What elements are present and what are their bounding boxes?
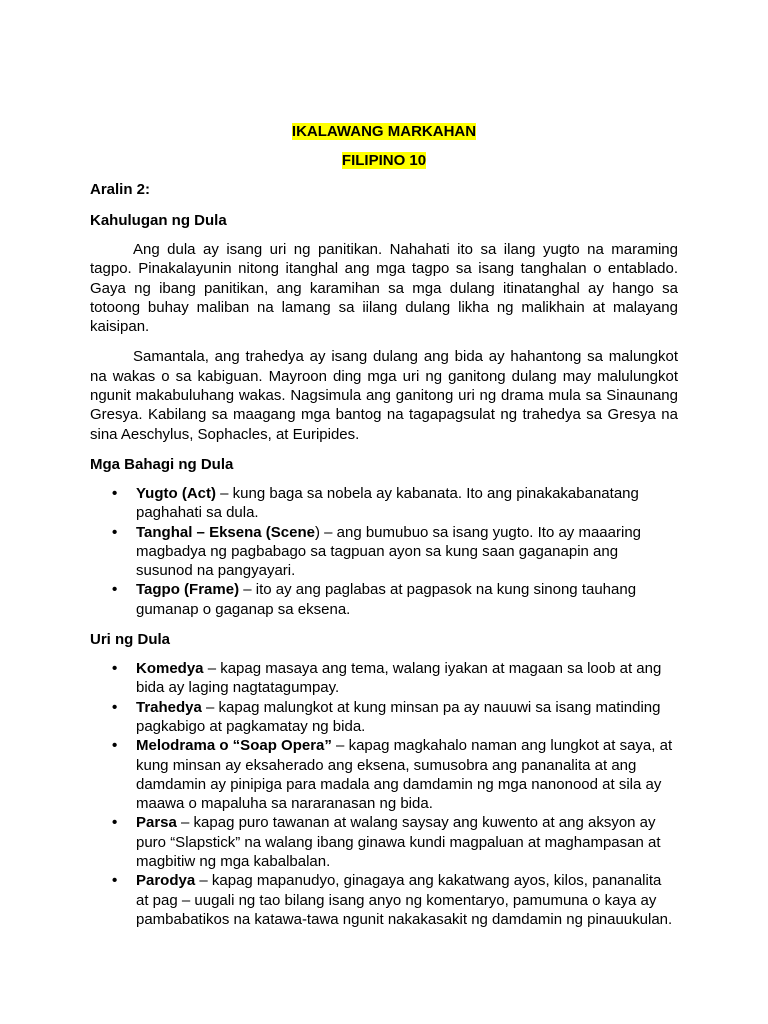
- title-markahan: IKALAWANG MARKAHAN: [291, 123, 477, 140]
- item-text: – kapag masaya ang tema, walang iyakan at magaan sa loob at ang bida ay laging nagtatagumpay.: [136, 660, 662, 697]
- item-term: Melodrama o “Soap Opera”: [136, 737, 332, 755]
- list-item: [112, 484, 678, 523]
- bullet-icon: •: [112, 523, 118, 541]
- paragraph-trahedya: Samantala, ang trahedya ay isang dulang ang bida ay hahantong sa malungkot na wakas o sa kabiguan. Mayroon ding mga uri ng ganitong dulang may malulungkot ngunit makabuluhang wakas. Nagsimula ang ganitong uri ng drama mula sa Sinaunang Gresya. Kabilang sa maagang mga bantog na tagapagsulat ng trahedya sa Gresya na sina Aeschylus, Sophacles, at Euripides.: [90, 348, 678, 443]
- section-heading-bahagi: Mga Bahagi ng Dula: [90, 455, 234, 473]
- title-subject: FILIPINO 10: [341, 152, 427, 169]
- item-text: – kapag magkahalo naman ang lungkot at saya, at kung minsan ay eksaherado ang eksena, sumusobra ang pananalita at ang damdamin ay pinipiga para madala ang damdamin ng mga nanonood at sila ay maawa o mapaluha sa nararanasan ng bida.: [136, 737, 673, 813]
- bullet-icon: •: [112, 872, 118, 890]
- item-text: – kapag mapanudyo, ginagaya ang kakatwang ayos, kilos, pananalita at pag – uugali ng tao bilang isang anyo ng komentaryo, pamumuna o kaya ay pambabatikos na katawa-tawa ngunit nakakasakit ng damdamin ng pinauukulan.: [136, 872, 673, 928]
- item-term: Trahedya: [136, 698, 202, 716]
- item-term: Tanghal – Eksena (Scene: [136, 523, 315, 541]
- section-heading-kahulugan: Kahulugan ng Dula: [90, 212, 227, 229]
- bullet-icon: •: [112, 814, 118, 832]
- section-heading-uri: Uri ng Dula: [90, 631, 171, 649]
- title-line-2: [90, 151, 678, 170]
- document-page: [90, 118, 678, 929]
- lesson-heading: Aralin 2:: [90, 181, 151, 198]
- item-term: Komedya: [136, 660, 204, 678]
- item-text: – ito ay ang paglabas at pagpasok na kung sinong tauhang gumanap o gaganap sa eksena.: [136, 581, 637, 618]
- list-item: [112, 871, 678, 929]
- bullet-icon: •: [112, 660, 118, 678]
- list-item: [112, 580, 678, 619]
- paragraph-kahulugan: Ang dula ay isang uri ng panitikan. Nahahati ito sa ilang yugto na maraming tagpo. Pinakalayunin nitong itanghal ang mga tagpo sa isang tanghalan o entablado. Gaya ng ibang panitikan, ang karamihan sa mga dulang itinatanghal ay hango sa totoong buhay maliban na lamang sa iilang dulang likha ng malikhain at malayang kaisipan.: [90, 241, 678, 336]
- list-item: [112, 813, 678, 871]
- title-line-1: [90, 122, 678, 141]
- item-text: ) – ang bumubuo sa isang yugto. Ito ay maaaring magbadya ng pagbabago sa tagpuan ayon sa kung saan gaganapin ang susunod na pangyayari.: [136, 523, 642, 580]
- uri-list: [90, 659, 678, 929]
- item-term: Parsa: [136, 814, 177, 832]
- bullet-icon: •: [112, 737, 118, 755]
- item-text: – kung baga sa nobela ay kabanata. Ito ang pinakakabanatang paghahati sa dula.: [136, 484, 639, 522]
- item-text: – kapag puro tawanan at walang saysay ang kuwento at ang aksyon ay puro “Slapstick” na walang ibang ginawa kundi magpaluan at maghampasan at magbitiw ng mga kabalbalan.: [136, 814, 661, 871]
- list-item: [112, 698, 678, 737]
- list-item: [112, 523, 678, 581]
- item-term: Tagpo (Frame): [136, 581, 240, 599]
- bullet-icon: •: [112, 698, 118, 716]
- bullet-icon: •: [112, 581, 118, 599]
- item-term: Yugto (Act): [136, 484, 216, 502]
- item-text: – kapag malungkot at kung minsan pa ay nauuwi sa isang matinding pagkabigo at pagkamatay ng bida.: [136, 698, 661, 735]
- list-item: [112, 659, 678, 698]
- list-item: [112, 736, 678, 813]
- bahagi-list: [90, 484, 678, 619]
- bullet-icon: •: [112, 484, 118, 502]
- item-term: Parodya: [136, 872, 196, 890]
